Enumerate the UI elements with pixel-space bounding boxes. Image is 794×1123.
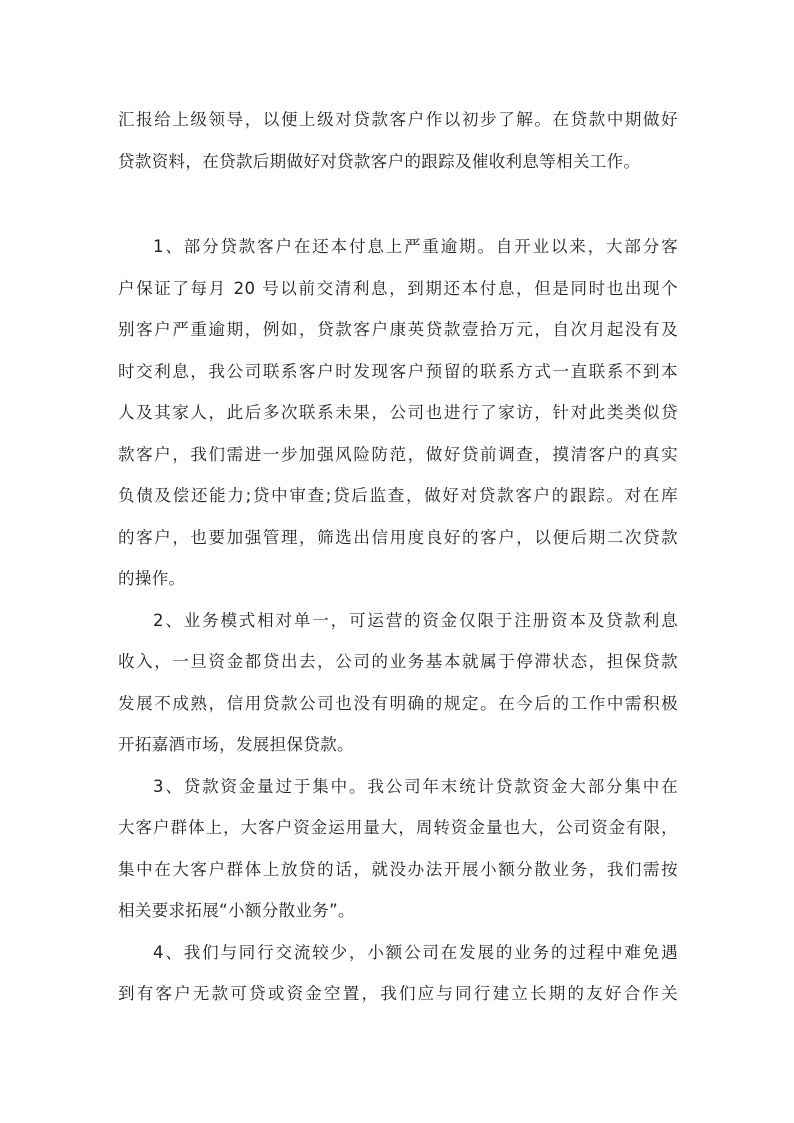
paragraph-4-line: 到有客户无款可贷或资金空置，我们应与同行建立长期的友好合作关 bbox=[118, 984, 678, 1003]
text-line: 贷款资料，在贷款后期做好对贷款客户的跟踪及催收利息等相关工作。 bbox=[118, 151, 641, 171]
paragraph-1-line: 负债及偿还能力;贷中审查;贷后监查，做好对贷款客户的跟踪。对在库 bbox=[118, 486, 678, 505]
paragraph-3-line: 集中在大客户群体上放贷的话，就没办法开展小额分散业务，我们需按 bbox=[118, 859, 678, 879]
paragraph-1-line: 户保证了每月 20 号以前交清利息，到期还本付息，但是同时也出现个 bbox=[118, 278, 678, 298]
paragraph-2-line: 开拓嘉酒市场，发展担保贷款。 bbox=[118, 735, 354, 754]
paragraph-1-line: 款客户，我们需进一步加强风险防范，做好贷前调查，摸清客户的真实 bbox=[118, 444, 678, 464]
paragraph-1-line: 别客户严重逾期，例如，贷款客户康英贷款壹拾万元，自次月起没有及 bbox=[118, 320, 678, 339]
paragraph-1-line: 1、部分贷款客户在还本付息上严重逾期。自开业以来，大部分客 bbox=[153, 237, 678, 256]
issues-section bbox=[118, 226, 678, 1015]
text-line: 汇报给上级领导，以便上级对贷款客户作以初步了解。在贷款中期做好 bbox=[118, 110, 678, 129]
paragraph-1-line: 的操作。 bbox=[118, 569, 186, 588]
paragraph-1-line: 时交利息，我公司联系客户时发现客户预留的联系方式一直联系不到本 bbox=[118, 361, 678, 381]
paragraph-1-line: 的客户，也要加强管理，筛选出信用度良好的客户，以便后期二次贷款 bbox=[118, 527, 678, 547]
paragraph-2-line: 收入，一旦资金都贷出去，公司的业务基本就属于停滞状态，担保贷款 bbox=[118, 652, 678, 671]
paragraph-3-line: 3、贷款资金量过于集中。我公司年末统计贷款资金大部分集中在 bbox=[153, 776, 678, 796]
paragraph-1-line: 人及其家人，此后多次联系未果，公司也进行了家访，针对此类类似贷 bbox=[118, 403, 678, 422]
paragraph-3-line: 大客户群体上，大客户资金运用量大，周转资金量也大，公司资金有限， bbox=[118, 818, 678, 837]
paragraph-2-line: 发展不成熟，信用贷款公司也没有明确的规定。在今后的工作中需积极 bbox=[118, 693, 678, 713]
paragraph-4-line: 4、我们与同行交流较少，小额公司在发展的业务的过程中难免遇 bbox=[153, 942, 678, 962]
paragraph-2-line: 2、业务模式相对单一，可运营的资金仅限于注册资本及贷款利息 bbox=[153, 610, 678, 630]
intro-paragraph bbox=[118, 99, 678, 182]
paragraph-3-line: 相关要求拓展“小额分散业务”。 bbox=[118, 901, 355, 920]
